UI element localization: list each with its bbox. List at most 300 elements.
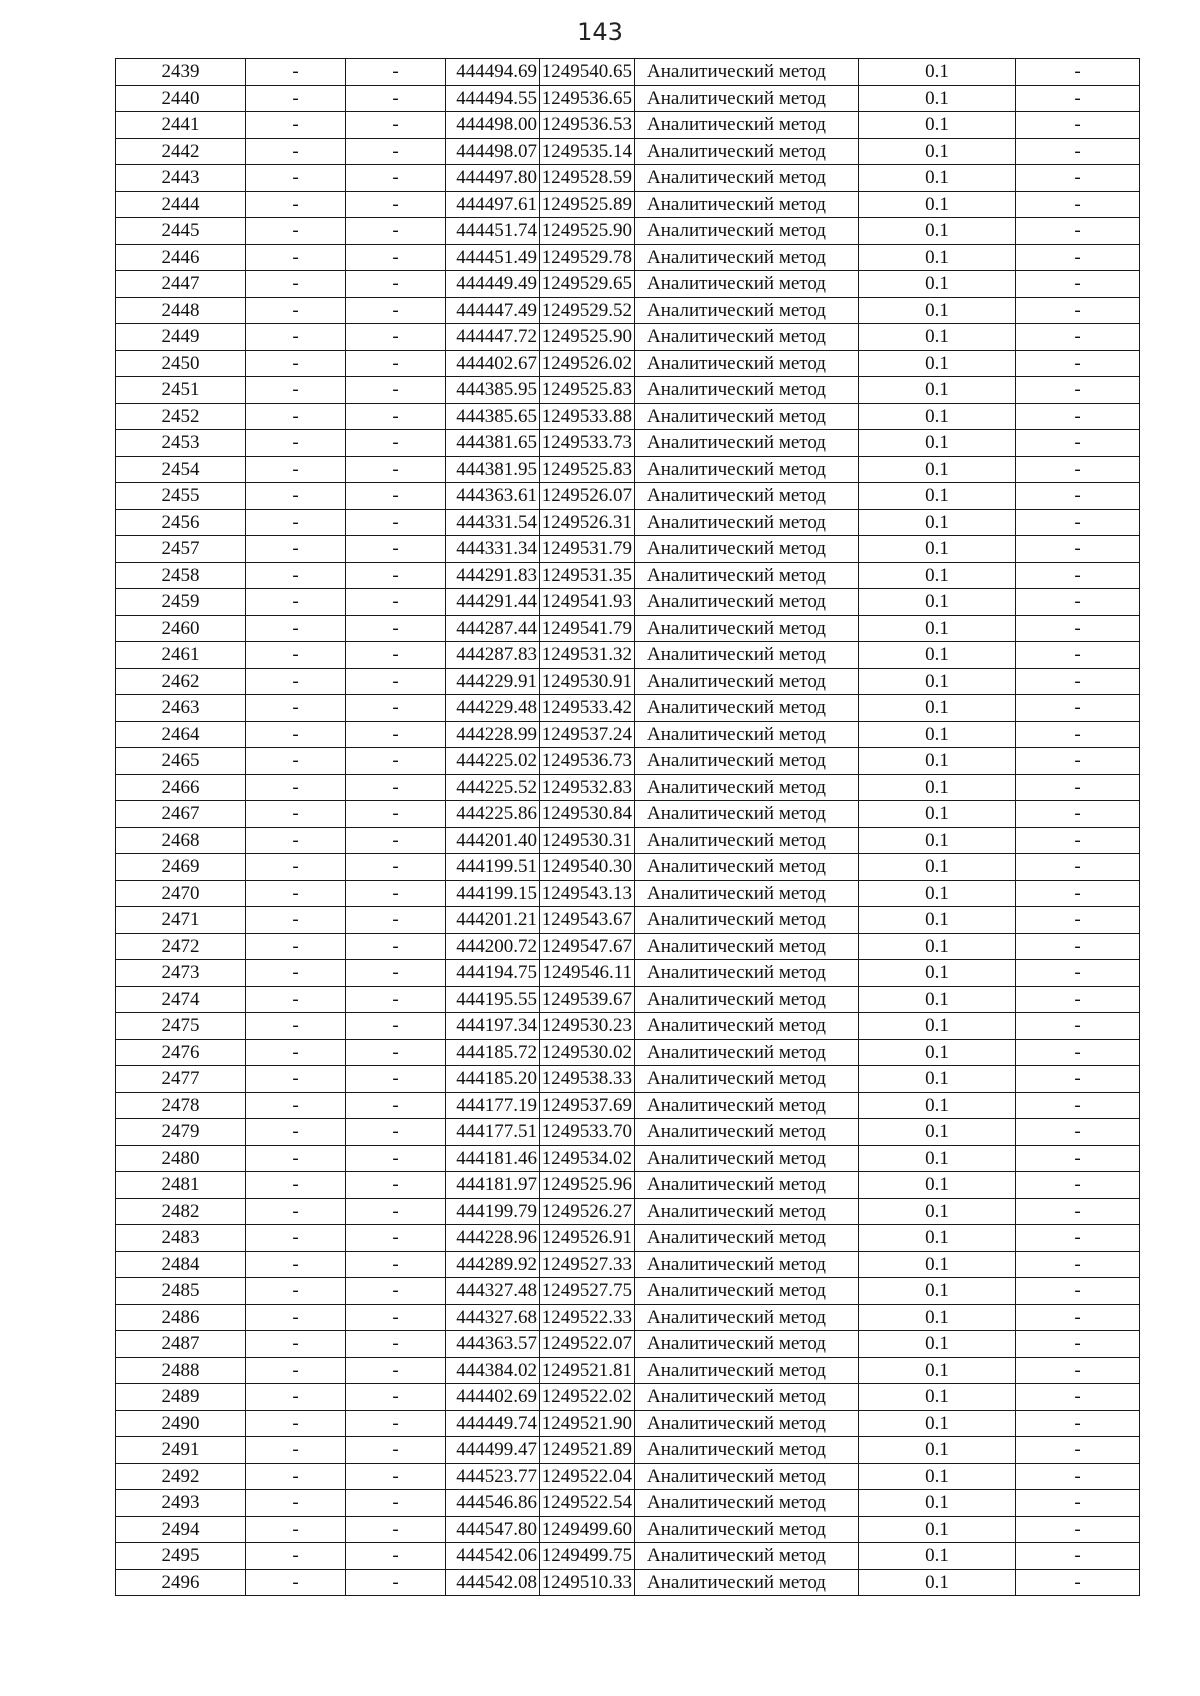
y-coordinate-cell: 1249541.79	[540, 615, 635, 642]
y-coordinate-cell: 1249530.31	[540, 827, 635, 854]
dash-cell-c: -	[1016, 1251, 1140, 1278]
table-row	[116, 1198, 1140, 1225]
point-number-cell: 2450	[116, 350, 246, 377]
dash-cell-c: -	[1016, 1198, 1140, 1225]
x-coordinate-cell: 444384.02	[446, 1357, 540, 1384]
method-cell: Аналитический метод	[635, 483, 859, 510]
method-cell: Аналитический метод	[635, 986, 859, 1013]
dash-cell-b: -	[346, 562, 446, 589]
point-number-cell: 2446	[116, 244, 246, 271]
x-coordinate-cell: 444494.69	[446, 59, 540, 86]
coordinates-table	[115, 58, 1140, 1596]
method-cell: Аналитический метод	[635, 880, 859, 907]
point-number-cell: 2466	[116, 774, 246, 801]
point-number-cell: 2448	[116, 297, 246, 324]
y-coordinate-cell: 1249527.75	[540, 1278, 635, 1305]
dash-cell-b: -	[346, 1172, 446, 1199]
accuracy-cell: 0.1	[859, 350, 1016, 377]
dash-cell-a: -	[246, 297, 346, 324]
accuracy-cell: 0.1	[859, 960, 1016, 987]
accuracy-cell: 0.1	[859, 85, 1016, 112]
x-coordinate-cell: 444225.02	[446, 748, 540, 775]
method-cell: Аналитический метод	[635, 324, 859, 351]
table-row	[116, 1437, 1140, 1464]
dash-cell-c: -	[1016, 218, 1140, 245]
dash-cell-b: -	[346, 880, 446, 907]
table-row	[116, 1172, 1140, 1199]
y-coordinate-cell: 1249533.73	[540, 430, 635, 457]
table-row	[116, 1304, 1140, 1331]
method-cell: Аналитический метод	[635, 1198, 859, 1225]
dash-cell-b: -	[346, 191, 446, 218]
x-coordinate-cell: 444177.19	[446, 1092, 540, 1119]
dash-cell-a: -	[246, 536, 346, 563]
method-cell: Аналитический метод	[635, 165, 859, 192]
method-cell: Аналитический метод	[635, 1516, 859, 1543]
dash-cell-b: -	[346, 244, 446, 271]
point-number-cell: 2477	[116, 1066, 246, 1093]
x-coordinate-cell: 444181.46	[446, 1145, 540, 1172]
accuracy-cell: 0.1	[859, 1145, 1016, 1172]
method-cell: Аналитический метод	[635, 1251, 859, 1278]
y-coordinate-cell: 1249522.04	[540, 1463, 635, 1490]
method-cell: Аналитический метод	[635, 430, 859, 457]
dash-cell-a: -	[246, 986, 346, 1013]
y-coordinate-cell: 1249546.11	[540, 960, 635, 987]
dash-cell-a: -	[246, 960, 346, 987]
dash-cell-c: -	[1016, 1357, 1140, 1384]
y-coordinate-cell: 1249531.79	[540, 536, 635, 563]
dash-cell-b: -	[346, 1225, 446, 1252]
dash-cell-c: -	[1016, 191, 1140, 218]
dash-cell-b: -	[346, 589, 446, 616]
accuracy-cell: 0.1	[859, 1516, 1016, 1543]
dash-cell-b: -	[346, 297, 446, 324]
dash-cell-b: -	[346, 827, 446, 854]
method-cell: Аналитический метод	[635, 1569, 859, 1596]
dash-cell-c: -	[1016, 933, 1140, 960]
x-coordinate-cell: 444199.15	[446, 880, 540, 907]
method-cell: Аналитический метод	[635, 350, 859, 377]
x-coordinate-cell: 444327.68	[446, 1304, 540, 1331]
accuracy-cell: 0.1	[859, 1198, 1016, 1225]
method-cell: Аналитический метод	[635, 536, 859, 563]
method-cell: Аналитический метод	[635, 748, 859, 775]
accuracy-cell: 0.1	[859, 218, 1016, 245]
y-coordinate-cell: 1249529.78	[540, 244, 635, 271]
method-cell: Аналитический метод	[635, 85, 859, 112]
point-number-cell: 2463	[116, 695, 246, 722]
dash-cell-b: -	[346, 1092, 446, 1119]
point-number-cell: 2479	[116, 1119, 246, 1146]
coordinates-table-body	[116, 59, 1140, 1596]
table-row	[116, 324, 1140, 351]
x-coordinate-cell: 444228.96	[446, 1225, 540, 1252]
table-row	[116, 218, 1140, 245]
method-cell: Аналитический метод	[635, 801, 859, 828]
table-row	[116, 986, 1140, 1013]
y-coordinate-cell: 1249522.33	[540, 1304, 635, 1331]
dash-cell-a: -	[246, 801, 346, 828]
dash-cell-b: -	[346, 59, 446, 86]
table-row	[116, 933, 1140, 960]
point-number-cell: 2469	[116, 854, 246, 881]
dash-cell-a: -	[246, 324, 346, 351]
point-number-cell: 2491	[116, 1437, 246, 1464]
x-coordinate-cell: 444381.95	[446, 456, 540, 483]
accuracy-cell: 0.1	[859, 933, 1016, 960]
y-coordinate-cell: 1249537.24	[540, 721, 635, 748]
point-number-cell: 2487	[116, 1331, 246, 1358]
table-row	[116, 1463, 1140, 1490]
table-row	[116, 1490, 1140, 1517]
method-cell: Аналитический метод	[635, 668, 859, 695]
x-coordinate-cell: 444546.86	[446, 1490, 540, 1517]
dash-cell-b: -	[346, 642, 446, 669]
table-row	[116, 1225, 1140, 1252]
point-number-cell: 2494	[116, 1516, 246, 1543]
table-row	[116, 85, 1140, 112]
accuracy-cell: 0.1	[859, 1410, 1016, 1437]
dash-cell-c: -	[1016, 324, 1140, 351]
point-number-cell: 2492	[116, 1463, 246, 1490]
method-cell: Аналитический метод	[635, 138, 859, 165]
accuracy-cell: 0.1	[859, 1304, 1016, 1331]
dash-cell-c: -	[1016, 430, 1140, 457]
method-cell: Аналитический метод	[635, 907, 859, 934]
dash-cell-c: -	[1016, 562, 1140, 589]
dash-cell-c: -	[1016, 1331, 1140, 1358]
accuracy-cell: 0.1	[859, 615, 1016, 642]
table-row	[116, 960, 1140, 987]
point-number-cell: 2456	[116, 509, 246, 536]
dash-cell-a: -	[246, 1119, 346, 1146]
dash-cell-b: -	[346, 350, 446, 377]
y-coordinate-cell: 1249526.31	[540, 509, 635, 536]
dash-cell-c: -	[1016, 1437, 1140, 1464]
table-row	[116, 1066, 1140, 1093]
accuracy-cell: 0.1	[859, 297, 1016, 324]
y-coordinate-cell: 1249531.35	[540, 562, 635, 589]
accuracy-cell: 0.1	[859, 1384, 1016, 1411]
dash-cell-c: -	[1016, 854, 1140, 881]
point-number-cell: 2462	[116, 668, 246, 695]
dash-cell-b: -	[346, 218, 446, 245]
method-cell: Аналитический метод	[635, 562, 859, 589]
table-row	[116, 138, 1140, 165]
point-number-cell: 2474	[116, 986, 246, 1013]
dash-cell-c: -	[1016, 1569, 1140, 1596]
table-row	[116, 1119, 1140, 1146]
dash-cell-c: -	[1016, 112, 1140, 139]
dash-cell-a: -	[246, 1225, 346, 1252]
accuracy-cell: 0.1	[859, 668, 1016, 695]
method-cell: Аналитический метод	[635, 1145, 859, 1172]
point-number-cell: 2451	[116, 377, 246, 404]
accuracy-cell: 0.1	[859, 1172, 1016, 1199]
dash-cell-b: -	[346, 1543, 446, 1570]
dash-cell-a: -	[246, 774, 346, 801]
dash-cell-b: -	[346, 1410, 446, 1437]
accuracy-cell: 0.1	[859, 854, 1016, 881]
point-number-cell: 2482	[116, 1198, 246, 1225]
x-coordinate-cell: 444363.57	[446, 1331, 540, 1358]
point-number-cell: 2489	[116, 1384, 246, 1411]
y-coordinate-cell: 1249537.69	[540, 1092, 635, 1119]
accuracy-cell: 0.1	[859, 377, 1016, 404]
x-coordinate-cell: 444229.48	[446, 695, 540, 722]
table-row	[116, 1410, 1140, 1437]
dash-cell-c: -	[1016, 138, 1140, 165]
x-coordinate-cell: 444381.65	[446, 430, 540, 457]
table-row	[116, 271, 1140, 298]
dash-cell-c: -	[1016, 1543, 1140, 1570]
point-number-cell: 2439	[116, 59, 246, 86]
point-number-cell: 2473	[116, 960, 246, 987]
method-cell: Аналитический метод	[635, 1172, 859, 1199]
x-coordinate-cell: 444547.80	[446, 1516, 540, 1543]
dash-cell-a: -	[246, 85, 346, 112]
dash-cell-a: -	[246, 1013, 346, 1040]
x-coordinate-cell: 444542.08	[446, 1569, 540, 1596]
method-cell: Аналитический метод	[635, 1490, 859, 1517]
dash-cell-c: -	[1016, 85, 1140, 112]
x-coordinate-cell: 444327.48	[446, 1278, 540, 1305]
method-cell: Аналитический метод	[635, 59, 859, 86]
table-row	[116, 1516, 1140, 1543]
y-coordinate-cell: 1249540.30	[540, 854, 635, 881]
accuracy-cell: 0.1	[859, 1066, 1016, 1093]
method-cell: Аналитический метод	[635, 1384, 859, 1411]
dash-cell-c: -	[1016, 1278, 1140, 1305]
point-number-cell: 2483	[116, 1225, 246, 1252]
method-cell: Аналитический метод	[635, 774, 859, 801]
x-coordinate-cell: 444497.80	[446, 165, 540, 192]
dash-cell-b: -	[346, 456, 446, 483]
method-cell: Аналитический метод	[635, 244, 859, 271]
accuracy-cell: 0.1	[859, 1278, 1016, 1305]
y-coordinate-cell: 1249526.91	[540, 1225, 635, 1252]
method-cell: Аналитический метод	[635, 456, 859, 483]
point-number-cell: 2449	[116, 324, 246, 351]
dash-cell-b: -	[346, 85, 446, 112]
dash-cell-c: -	[1016, 377, 1140, 404]
x-coordinate-cell: 444494.55	[446, 85, 540, 112]
accuracy-cell: 0.1	[859, 827, 1016, 854]
table-row	[116, 1569, 1140, 1596]
dash-cell-b: -	[346, 1145, 446, 1172]
dash-cell-a: -	[246, 1437, 346, 1464]
method-cell: Аналитический метод	[635, 1410, 859, 1437]
y-coordinate-cell: 1249536.53	[540, 112, 635, 139]
y-coordinate-cell: 1249536.73	[540, 748, 635, 775]
point-number-cell: 2453	[116, 430, 246, 457]
dash-cell-c: -	[1016, 827, 1140, 854]
dash-cell-c: -	[1016, 589, 1140, 616]
y-coordinate-cell: 1249522.02	[540, 1384, 635, 1411]
x-coordinate-cell: 444447.49	[446, 297, 540, 324]
accuracy-cell: 0.1	[859, 324, 1016, 351]
table-row	[116, 112, 1140, 139]
x-coordinate-cell: 444402.69	[446, 1384, 540, 1411]
point-number-cell: 2460	[116, 615, 246, 642]
table-row	[116, 880, 1140, 907]
dash-cell-b: -	[346, 1357, 446, 1384]
dash-cell-b: -	[346, 960, 446, 987]
point-number-cell: 2441	[116, 112, 246, 139]
dash-cell-c: -	[1016, 297, 1140, 324]
accuracy-cell: 0.1	[859, 721, 1016, 748]
method-cell: Аналитический метод	[635, 271, 859, 298]
dash-cell-a: -	[246, 59, 346, 86]
point-number-cell: 2485	[116, 1278, 246, 1305]
x-coordinate-cell: 444185.72	[446, 1039, 540, 1066]
method-cell: Аналитический метод	[635, 642, 859, 669]
y-coordinate-cell: 1249510.33	[540, 1569, 635, 1596]
dash-cell-a: -	[246, 907, 346, 934]
accuracy-cell: 0.1	[859, 456, 1016, 483]
x-coordinate-cell: 444195.55	[446, 986, 540, 1013]
dash-cell-c: -	[1016, 1410, 1140, 1437]
x-coordinate-cell: 444385.65	[446, 403, 540, 430]
dash-cell-b: -	[346, 1304, 446, 1331]
dash-cell-a: -	[246, 1172, 346, 1199]
dash-cell-a: -	[246, 827, 346, 854]
point-number-cell: 2468	[116, 827, 246, 854]
table-row	[116, 589, 1140, 616]
dash-cell-a: -	[246, 1543, 346, 1570]
accuracy-cell: 0.1	[859, 1013, 1016, 1040]
dash-cell-c: -	[1016, 1013, 1140, 1040]
table-row	[116, 695, 1140, 722]
dash-cell-c: -	[1016, 1490, 1140, 1517]
dash-cell-b: -	[346, 165, 446, 192]
dash-cell-a: -	[246, 430, 346, 457]
x-coordinate-cell: 444194.75	[446, 960, 540, 987]
dash-cell-b: -	[346, 1490, 446, 1517]
dash-cell-a: -	[246, 1145, 346, 1172]
y-coordinate-cell: 1249547.67	[540, 933, 635, 960]
method-cell: Аналитический метод	[635, 1463, 859, 1490]
dash-cell-c: -	[1016, 271, 1140, 298]
point-number-cell: 2488	[116, 1357, 246, 1384]
table-row	[116, 297, 1140, 324]
point-number-cell: 2471	[116, 907, 246, 934]
x-coordinate-cell: 444449.74	[446, 1410, 540, 1437]
dash-cell-c: -	[1016, 668, 1140, 695]
dash-cell-a: -	[246, 642, 346, 669]
dash-cell-b: -	[346, 536, 446, 563]
accuracy-cell: 0.1	[859, 1463, 1016, 1490]
dash-cell-b: -	[346, 1013, 446, 1040]
table-row	[116, 59, 1140, 86]
x-coordinate-cell: 444201.40	[446, 827, 540, 854]
x-coordinate-cell: 444498.00	[446, 112, 540, 139]
dash-cell-b: -	[346, 933, 446, 960]
table-row	[116, 509, 1140, 536]
dash-cell-b: -	[346, 1251, 446, 1278]
point-number-cell: 2476	[116, 1039, 246, 1066]
x-coordinate-cell: 444199.51	[446, 854, 540, 881]
point-number-cell: 2486	[116, 1304, 246, 1331]
dash-cell-c: -	[1016, 1304, 1140, 1331]
table-row	[116, 430, 1140, 457]
dash-cell-b: -	[346, 1039, 446, 1066]
accuracy-cell: 0.1	[859, 695, 1016, 722]
dash-cell-b: -	[346, 1516, 446, 1543]
accuracy-cell: 0.1	[859, 509, 1016, 536]
x-coordinate-cell: 444177.51	[446, 1119, 540, 1146]
dash-cell-a: -	[246, 1066, 346, 1093]
dash-cell-a: -	[246, 854, 346, 881]
y-coordinate-cell: 1249522.54	[540, 1490, 635, 1517]
dash-cell-a: -	[246, 1092, 346, 1119]
accuracy-cell: 0.1	[859, 986, 1016, 1013]
dash-cell-b: -	[346, 324, 446, 351]
accuracy-cell: 0.1	[859, 138, 1016, 165]
x-coordinate-cell: 444499.47	[446, 1437, 540, 1464]
table-row	[116, 456, 1140, 483]
y-coordinate-cell: 1249541.93	[540, 589, 635, 616]
dash-cell-a: -	[246, 933, 346, 960]
x-coordinate-cell: 444229.91	[446, 668, 540, 695]
point-number-cell: 2478	[116, 1092, 246, 1119]
point-number-cell: 2480	[116, 1145, 246, 1172]
accuracy-cell: 0.1	[859, 191, 1016, 218]
point-number-cell: 2470	[116, 880, 246, 907]
method-cell: Аналитический метод	[635, 960, 859, 987]
method-cell: Аналитический метод	[635, 589, 859, 616]
method-cell: Аналитический метод	[635, 615, 859, 642]
y-coordinate-cell: 1249528.59	[540, 165, 635, 192]
dash-cell-a: -	[246, 271, 346, 298]
y-coordinate-cell: 1249534.02	[540, 1145, 635, 1172]
x-coordinate-cell: 444287.44	[446, 615, 540, 642]
dash-cell-c: -	[1016, 1092, 1140, 1119]
dash-cell-b: -	[346, 377, 446, 404]
page-number: 143	[577, 18, 623, 46]
y-coordinate-cell: 1249533.42	[540, 695, 635, 722]
dash-cell-b: -	[346, 907, 446, 934]
y-coordinate-cell: 1249535.14	[540, 138, 635, 165]
dash-cell-a: -	[246, 350, 346, 377]
y-coordinate-cell: 1249521.89	[540, 1437, 635, 1464]
dash-cell-b: -	[346, 1198, 446, 1225]
point-number-cell: 2447	[116, 271, 246, 298]
y-coordinate-cell: 1249536.65	[540, 85, 635, 112]
method-cell: Аналитический метод	[635, 1331, 859, 1358]
accuracy-cell: 0.1	[859, 1225, 1016, 1252]
method-cell: Аналитический метод	[635, 827, 859, 854]
x-coordinate-cell: 444363.61	[446, 483, 540, 510]
dash-cell-c: -	[1016, 1066, 1140, 1093]
y-coordinate-cell: 1249530.91	[540, 668, 635, 695]
method-cell: Аналитический метод	[635, 933, 859, 960]
x-coordinate-cell: 444185.20	[446, 1066, 540, 1093]
dash-cell-a: -	[246, 1384, 346, 1411]
accuracy-cell: 0.1	[859, 430, 1016, 457]
point-number-cell: 2465	[116, 748, 246, 775]
dash-cell-a: -	[246, 456, 346, 483]
point-number-cell: 2472	[116, 933, 246, 960]
dash-cell-b: -	[346, 721, 446, 748]
dash-cell-b: -	[346, 509, 446, 536]
dash-cell-c: -	[1016, 1516, 1140, 1543]
dash-cell-a: -	[246, 1039, 346, 1066]
table-row	[116, 1278, 1140, 1305]
dash-cell-b: -	[346, 1437, 446, 1464]
dash-cell-a: -	[246, 562, 346, 589]
